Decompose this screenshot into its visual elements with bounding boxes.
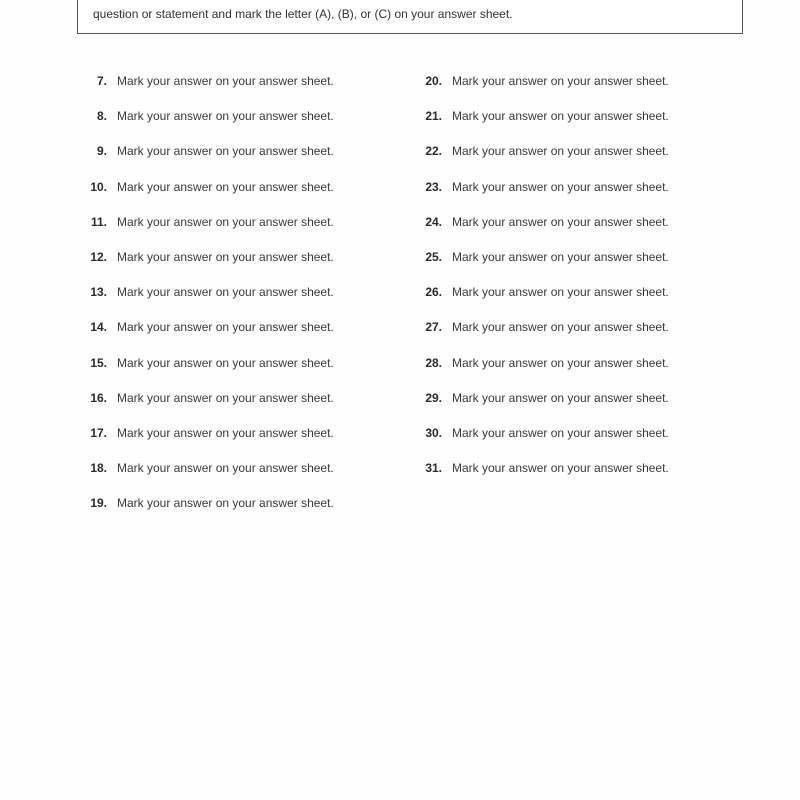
- question-number: 10.: [90, 179, 107, 194]
- question-number: 25.: [425, 249, 442, 264]
- question-number: 7.: [96, 74, 107, 88]
- question-column-left: [77, 74, 334, 531]
- question-text: Mark your answer on your answer sheet.: [452, 355, 669, 370]
- question-number: 27.: [425, 320, 442, 335]
- question-item: [412, 285, 669, 320]
- question-column-right: [412, 74, 669, 496]
- question-text: Mark your answer on your answer sheet.: [117, 109, 334, 124]
- question-item: [77, 74, 334, 109]
- question-number: 18.: [90, 461, 107, 476]
- instruction-text: question or statement and mark the letter (A), (B), or (C) on your answer sheet.: [93, 7, 513, 21]
- question-text: Mark your answer on your answer sheet.: [452, 461, 669, 476]
- question-number: 23.: [425, 179, 442, 194]
- question-item: [77, 250, 334, 285]
- question-item: [77, 180, 334, 215]
- question-number: 14.: [90, 320, 107, 335]
- question-item: [77, 496, 334, 531]
- question-text: Mark your answer on your answer sheet.: [452, 74, 669, 88]
- question-number: 20.: [425, 74, 442, 88]
- question-text: Mark your answer on your answer sheet.: [452, 179, 669, 194]
- question-text: Mark your answer on your answer sheet.: [117, 320, 334, 335]
- question-item: [412, 144, 669, 179]
- question-item: [77, 461, 334, 496]
- question-number: 28.: [425, 355, 442, 370]
- question-text: Mark your answer on your answer sheet.: [452, 109, 669, 124]
- question-text: Mark your answer on your answer sheet.: [117, 214, 334, 229]
- question-number: 19.: [90, 496, 107, 511]
- question-item: [77, 391, 334, 426]
- question-text: Mark your answer on your answer sheet.: [452, 214, 669, 229]
- question-item: [412, 74, 669, 109]
- question-text: Mark your answer on your answer sheet.: [117, 144, 334, 159]
- question-item: [412, 180, 669, 215]
- question-text: Mark your answer on your answer sheet.: [117, 355, 334, 370]
- question-text: Mark your answer on your answer sheet.: [452, 285, 669, 300]
- question-item: [412, 250, 669, 285]
- question-text: Mark your answer on your answer sheet.: [452, 249, 669, 264]
- question-item: [77, 285, 334, 320]
- question-text: Mark your answer on your answer sheet.: [117, 179, 334, 194]
- question-item: [77, 320, 334, 355]
- question-text: Mark your answer on your answer sheet.: [452, 390, 669, 405]
- question-number: 11.: [90, 214, 107, 229]
- question-number: 26.: [425, 285, 442, 300]
- question-number: 30.: [425, 425, 442, 440]
- question-text: Mark your answer on your answer sheet.: [117, 496, 334, 511]
- question-text: Mark your answer on your answer sheet.: [452, 425, 669, 440]
- question-text: Mark your answer on your answer sheet.: [117, 285, 334, 300]
- question-number: 13.: [90, 285, 107, 300]
- question-item: [77, 144, 334, 179]
- question-text: Mark your answer on your answer sheet.: [452, 144, 669, 159]
- question-text: Mark your answer on your answer sheet.: [452, 320, 669, 335]
- question-number: 9.: [96, 144, 107, 159]
- question-item: [412, 320, 669, 355]
- instruction-box: [77, 0, 743, 34]
- question-item: [412, 391, 669, 426]
- question-item: [412, 356, 669, 391]
- question-item: [412, 109, 669, 144]
- question-item: [77, 109, 334, 144]
- question-number: 15.: [90, 355, 107, 370]
- question-item: [77, 356, 334, 391]
- question-number: 16.: [90, 390, 107, 405]
- question-item: [412, 461, 669, 496]
- question-number: 8.: [96, 109, 107, 124]
- question-text: Mark your answer on your answer sheet.: [117, 390, 334, 405]
- question-number: 21.: [425, 109, 442, 124]
- question-text: Mark your answer on your answer sheet.: [117, 461, 334, 476]
- question-item: [77, 215, 334, 250]
- question-number: 17.: [90, 425, 107, 440]
- question-text: Mark your answer on your answer sheet.: [117, 425, 334, 440]
- question-item: [412, 426, 669, 461]
- question-text: Mark your answer on your answer sheet.: [117, 249, 334, 264]
- question-number: 29.: [425, 390, 442, 405]
- question-number: 31.: [425, 461, 442, 476]
- question-item: [412, 215, 669, 250]
- question-number: 22.: [425, 144, 442, 159]
- question-text: Mark your answer on your answer sheet.: [117, 74, 334, 88]
- question-number: 24.: [425, 214, 442, 229]
- question-item: [77, 426, 334, 461]
- question-number: 12.: [90, 249, 107, 264]
